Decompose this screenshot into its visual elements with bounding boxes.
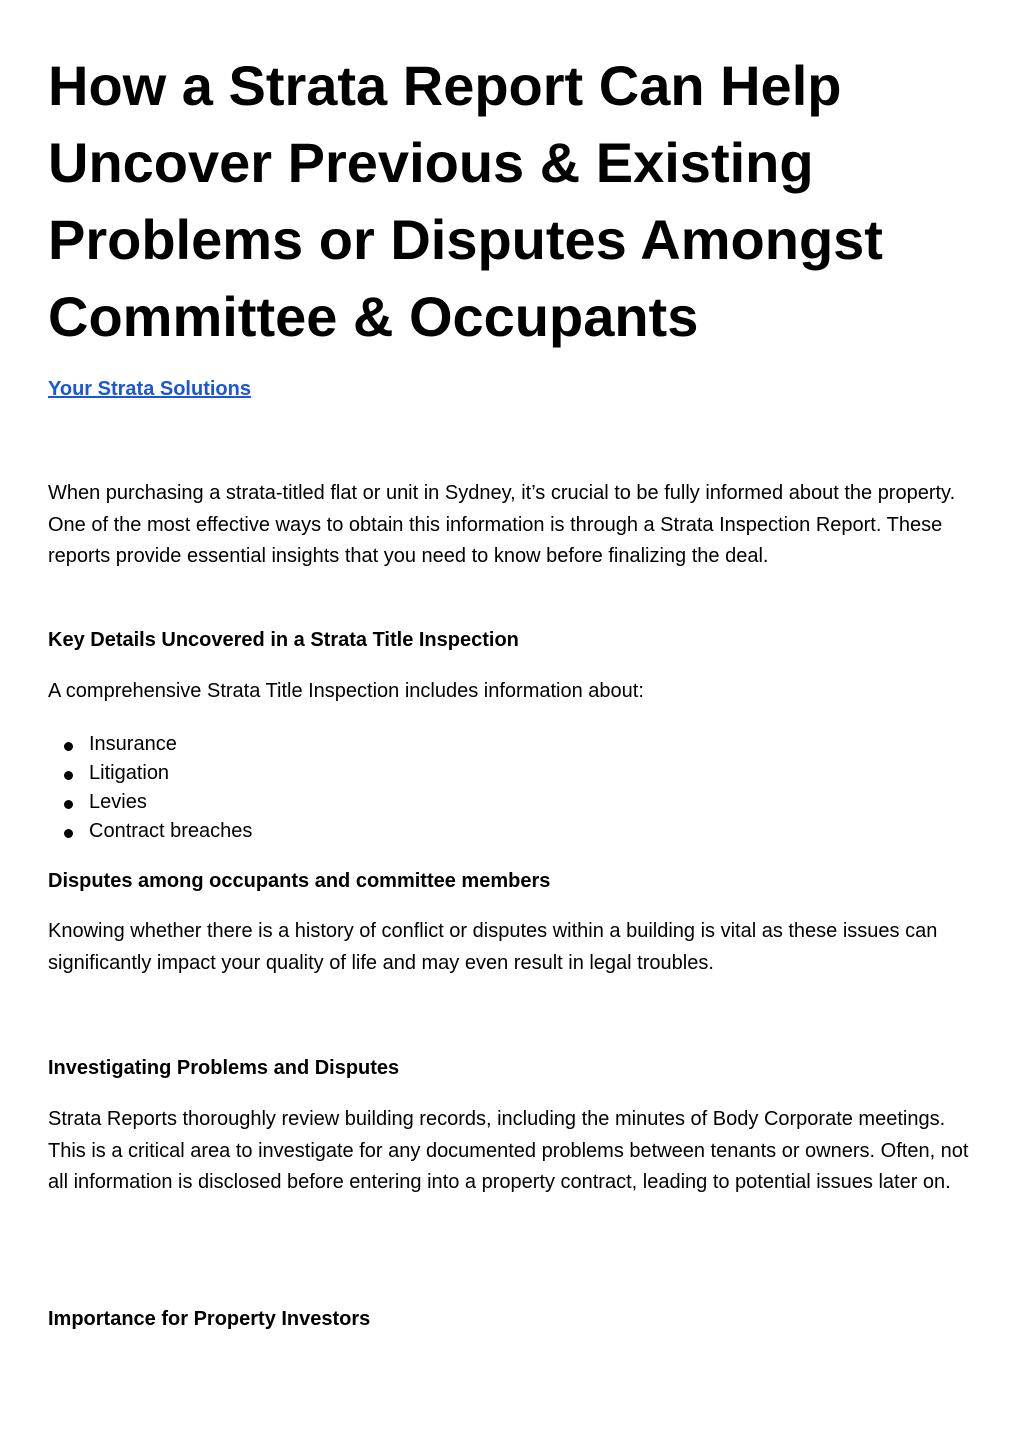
list-item-label: Insurance: [89, 733, 177, 755]
section-heading-disputes: Disputes among occupants and committee members: [48, 870, 551, 892]
page-title: How a Strata Report Can Help Uncover Previous & Existing Problems or Disputes Amongst Committee & Occupants: [48, 54, 883, 348]
bullet-icon: [64, 771, 73, 780]
section-text-key-details: A comprehensive Strata Title Inspection includes information about:: [48, 680, 644, 702]
author-link[interactable]: Your Strata Solutions: [48, 378, 251, 400]
list-item-label: Litigation: [89, 762, 170, 784]
section-heading-investigating: Investigating Problems and Disputes: [48, 1057, 400, 1079]
list-item: [48, 730, 252, 759]
details-list: [48, 730, 252, 846]
bullet-icon: [64, 829, 73, 838]
section-text-disputes: Knowing whether there is a history of conflict or disputes within a building is vital as these issues can significantly impact your quality of life and may even result in legal troubles.: [48, 920, 938, 974]
intro-paragraph: When purchasing a strata-titled flat or unit in Sydney, it’s crucial to be fully informed about the property. One of the most effective ways to obtain this information is through a Strata Inspection Report. These reports provide essential insights that you need to know before finalizing the deal.: [48, 482, 956, 567]
bullet-icon: [64, 742, 73, 751]
bullet-icon: [64, 800, 73, 809]
section-heading-investors: Importance for Property Investors: [48, 1308, 371, 1330]
list-item: [48, 817, 252, 846]
section-text-investigating: Strata Reports thoroughly review building records, including the minutes of Body Corporate meetings. This is a critical area to investigate for any documented problems between tenants or owners. Often, not all information is disclosed before entering into a property contract, leading to potential issues later on.: [48, 1108, 969, 1193]
list-item-label: Contract breaches: [89, 820, 253, 842]
section-heading-key-details: Key Details Uncovered in a Strata Title Inspection: [48, 629, 519, 651]
list-item: [48, 788, 252, 817]
list-item-label: Levies: [89, 791, 147, 813]
list-item: [48, 759, 252, 788]
